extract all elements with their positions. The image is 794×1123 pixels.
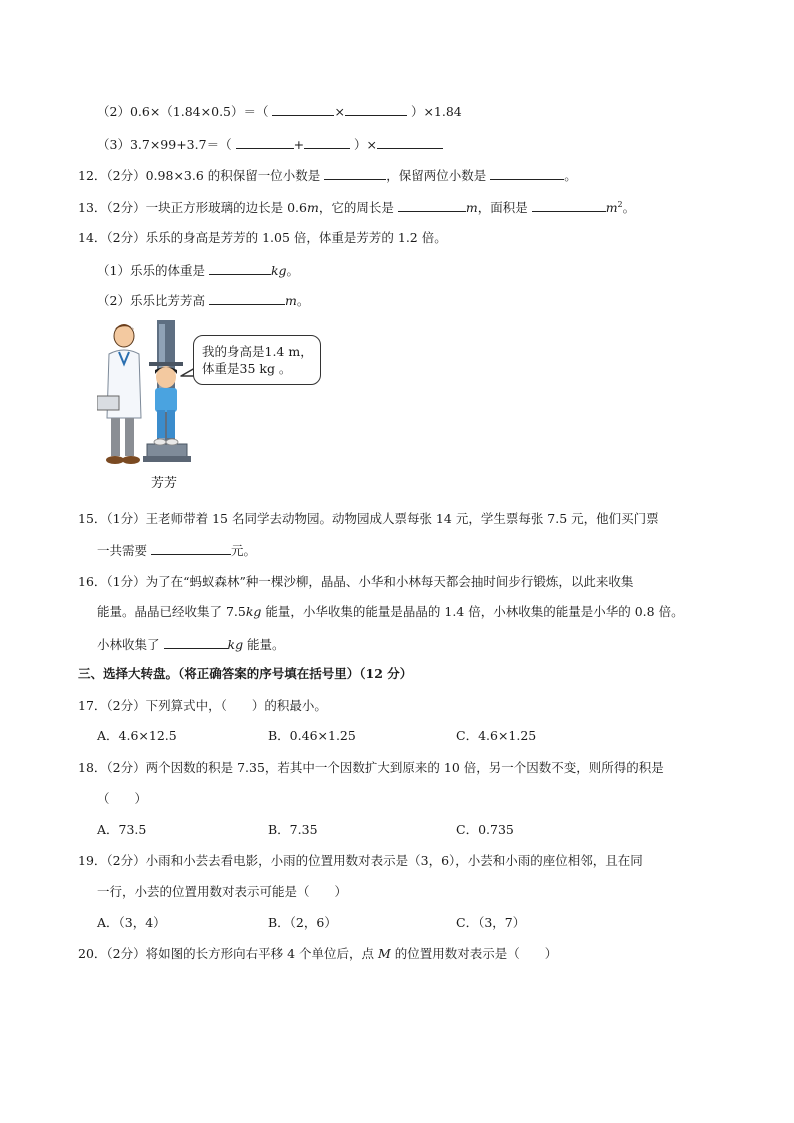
question-20 (78, 946, 557, 962)
height-measurement-illustration (97, 320, 333, 495)
point-label: M (377, 946, 391, 961)
q16-line3a: 小林收集了 (97, 637, 160, 652)
question-number: 15． (78, 511, 107, 526)
option-a[interactable]: A．（3，4） (97, 915, 166, 930)
answer-blank[interactable] (490, 167, 564, 180)
section-heading: 三、选择大转盘。（将正确答案的序号填在括号里）（12 分） (78, 666, 413, 681)
q13-text1: （2分）一块正方形玻璃的边长是 0.6 (106, 200, 307, 215)
question-12 (78, 167, 577, 184)
q12-text2: ，保留两位小数是 (386, 168, 487, 183)
question-19 (78, 853, 643, 869)
answer-blank[interactable] (151, 542, 231, 555)
answer-blank[interactable] (209, 262, 271, 275)
unit-meter: m (465, 200, 478, 215)
bubble-line2: 体重是35 kg 。 (202, 361, 292, 376)
question-16 (78, 574, 633, 590)
q15-line2 (97, 542, 256, 559)
q11-line2-mid: × (334, 104, 345, 119)
question-number: 16． (78, 574, 107, 589)
q11-line2 (97, 103, 462, 120)
unit-kg: kg (245, 604, 262, 619)
question-number: 18． (78, 760, 107, 775)
option-b[interactable]: B．（2，6） (268, 915, 337, 930)
question-number: 13． (78, 200, 107, 215)
q16-line3b: 能量。 (243, 637, 285, 652)
option-c[interactable]: C．（3，7） (456, 915, 526, 930)
q14-sub2-end: 。 (296, 293, 310, 308)
q14-sub2-text: （2）乐乐比芳芳高 (97, 293, 205, 308)
answer-blank[interactable] (532, 199, 606, 212)
speech-bubble (193, 335, 321, 385)
q20-text2: 的位置用数对表示是（ ） (390, 946, 558, 961)
q19-line1: （2分）小雨和小芸去看电影，小雨的位置用数对表示是（3，6），小芸和小雨的座位相邻，且在同 (106, 853, 643, 868)
unit-meter: m (605, 200, 618, 215)
q13-end: 。 (622, 200, 636, 215)
question-number: 14． (78, 230, 107, 245)
q18-paren[interactable]: （ ） (97, 791, 148, 806)
answer-blank[interactable] (272, 103, 334, 116)
option-b[interactable]: B．0.46×1.25 (268, 728, 356, 743)
q11-line3-suffix: ）× (354, 137, 378, 152)
q14-sub2 (97, 292, 309, 309)
option-a[interactable]: A．4.6×12.5 (97, 728, 177, 743)
question-17 (78, 698, 327, 714)
answer-blank[interactable] (209, 292, 285, 305)
answer-blank[interactable] (345, 103, 407, 116)
option-c[interactable]: C．4.6×1.25 (456, 728, 537, 743)
q20-text1: （2分）将如图的长方形向右平移 4 个单位后，点 (106, 946, 378, 961)
q13-text2: ，它的周长是 (318, 200, 394, 215)
bubble-line1: 我的身高是1.4 m， (202, 344, 313, 359)
q16-line2a: 能量。晶晶已经收集了 7.5 (97, 604, 246, 619)
q16-line3 (97, 636, 285, 653)
q13-text3: ，面积是 (477, 200, 528, 215)
q11-line2-suffix: ）×1.84 (410, 104, 462, 119)
q11-line3-mid: + (293, 137, 305, 152)
q11-line2-prefix: （2）0.6×（1.84×0.5）＝（ (97, 104, 269, 119)
option-c[interactable]: C．0.735 (456, 822, 514, 837)
unit-meter: m (284, 293, 297, 308)
doctor-figure (97, 324, 141, 464)
answer-blank[interactable] (236, 136, 294, 149)
q17-text: （2分）下列算式中，（ ）的积最小。 (106, 698, 327, 713)
q14-sub1-text: （1）乐乐的体重是 (97, 263, 205, 278)
figure-caption: 芳芳 (151, 476, 178, 491)
question-number: 17． (78, 698, 107, 713)
q14-text: （2分）乐乐的身高是芳芳的 1.05 倍，体重是芳芳的 1.2 倍。 (106, 230, 447, 245)
answer-blank[interactable] (398, 199, 466, 212)
q14-sub1-end: 。 (286, 263, 300, 278)
answer-blank[interactable] (304, 136, 350, 149)
q18-text: （2分）两个因数的积是 7.35，若其中一个因数扩大到原来的 10 倍，另一个因数不变，则所得的积是 (106, 760, 664, 775)
q11-line3-prefix: （3）3.7×99+3.7＝（ (97, 137, 232, 152)
option-a[interactable]: A．73.5 (97, 822, 147, 837)
unit-kg: kg (227, 637, 244, 652)
q16-line1: （1分）为了在“蚂蚁森林”种一棵沙柳，晶晶、小华和小林每天都会抽时间步行锻炼，以此来收集 (106, 574, 634, 589)
question-15 (78, 511, 659, 527)
superscript: 2 (617, 199, 623, 209)
q11-line3 (97, 136, 443, 153)
question-number: 12． (78, 168, 107, 183)
q15-line1: （1分）王老师带着 15 名同学去动物园。动物园成人票每张 14 元，学生票每张 7.5 元，他们买门票 (106, 511, 659, 526)
answer-blank[interactable] (164, 636, 228, 649)
option-b[interactable]: B．7.35 (268, 822, 318, 837)
question-number: 20． (78, 946, 107, 961)
unit-kg: kg (270, 263, 287, 278)
q15-line2b: 元。 (231, 543, 257, 558)
q16-line2 (97, 604, 684, 620)
q14-sub1 (97, 262, 299, 279)
question-number: 19． (78, 853, 107, 868)
q12-text3: 。 (564, 168, 577, 183)
question-18 (78, 760, 664, 776)
q16-line2b: 能量，小华收集的能量是晶晶的 1.4 倍，小林收集的能量是小华的 0.8 倍。 (261, 604, 684, 619)
answer-blank[interactable] (324, 167, 386, 180)
q12-text1: （2分）0.98×3.6 的积保留一位小数是 (106, 168, 321, 183)
answer-blank[interactable] (377, 136, 443, 149)
q19-line2: 一行，小芸的位置用数对表示可能是（ ） (97, 884, 348, 899)
question-13 (78, 199, 635, 216)
question-14 (78, 230, 447, 246)
unit-meter: m (306, 200, 319, 215)
q15-line2a: 一共需要 (97, 543, 148, 558)
